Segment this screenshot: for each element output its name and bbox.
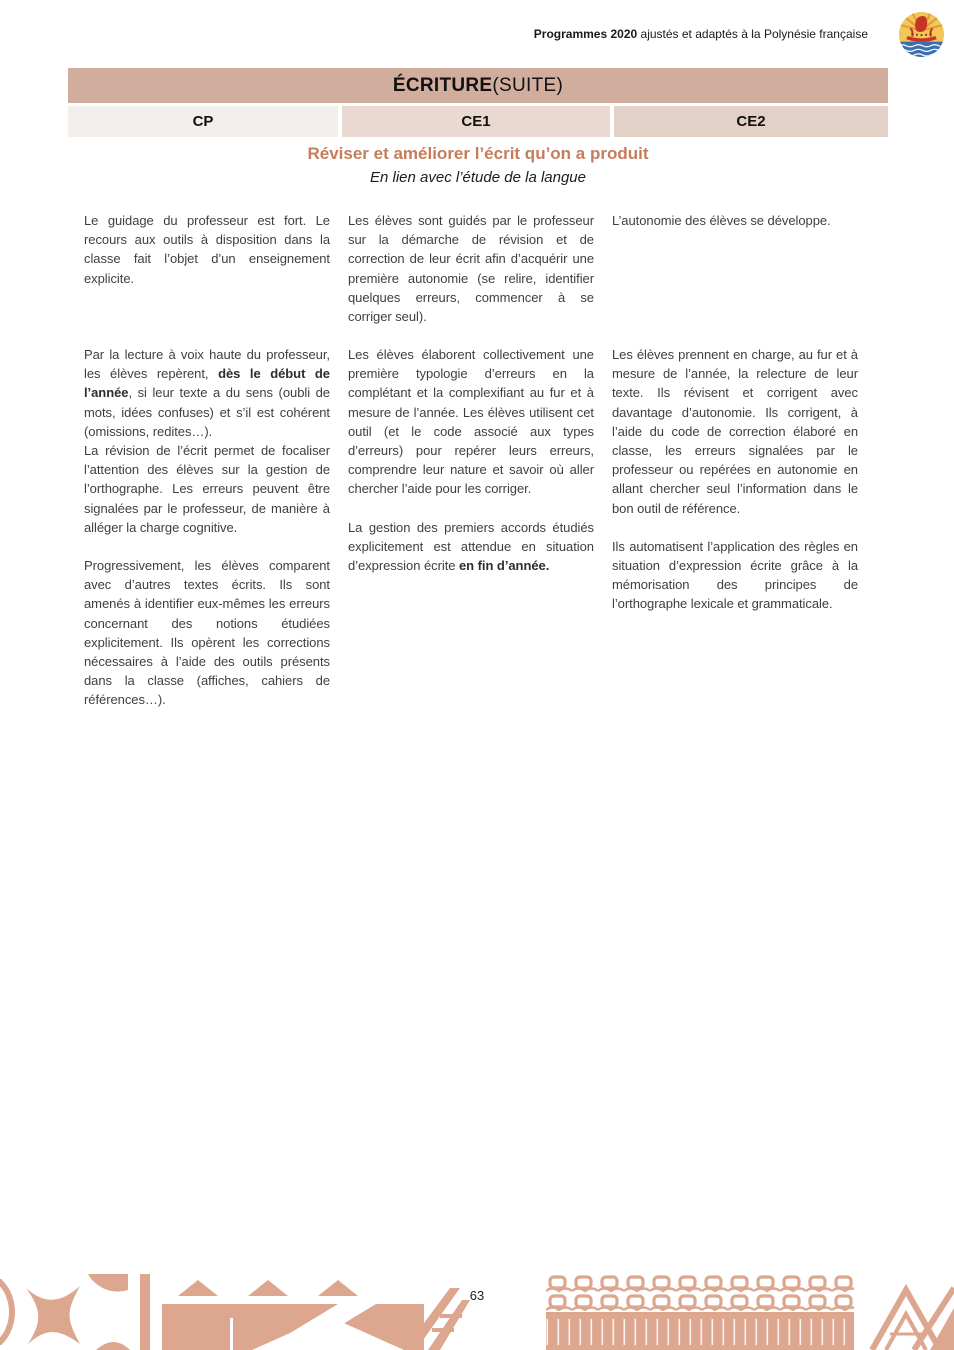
ce1-paragraph-3-pre: La gestion des premiers accords étudiés explicitement est attendue en situation d’expression écrite [348,519,594,574]
cp-paragraph-1: Le guidage du professeur est fort. Le recours aux outils à disposition dans la classe fait l’objet d’un enseignement explicite. [84,213,330,286]
ce2-paragraph-2: Les élèves prennent en charge, au fur et à mesure de l’année, la relecture de leur texte. Ils révisent et corrigent avec davantage d’autonomie. Ils corrigent, à l’aide du code de correction élaboré en classe, les erreurs signalées par le professeur ou repérées en autonomie en allant chercher seul l’information dans le bon outil de référence. [612,347,858,516]
ce1-paragraph-2: Les élèves élaborent collectivement une première typologie d’erreurs en la complétant et la complexifiant au fur et à mesure de l’année. Les élèves utilisent cet outil (et le code associé aux types d’erreurs) pour repérer leurs erreurs, comprendre leur nature et savoir où aller chercher l’aide pour les corriger. [348,347,594,497]
column-ce2-content [612,211,858,710]
cp-paragraph-2-pre: Par la lecture à voix haute du professeur, les élèves repèrent, [84,347,330,382]
footer-decoration [0,1274,954,1350]
section-subtitle: En lien avec l’étude de la langue [370,169,586,186]
column-header-ce1: CE1 [342,106,610,137]
ce1-paragraph-1: Les élèves sont guidés par le professeur sur la démarche de révision et de correction de leur écrit afin d’acquérir une première autonomie (se relire, identifier quelques erreurs, commencer à se corriger seul). [348,213,594,325]
ce1-paragraph-3 [348,518,594,576]
cp-paragraph-2 [84,345,330,441]
running-header [534,27,868,41]
column-header-row [68,106,888,137]
table-title-rest: (SUITE) [492,74,564,96]
table-body [84,211,858,710]
cp-paragraph-3: La révision de l’écrit permet de focaliser l’attention des élèves sur la gestion de l’orthographe. Les erreurs peuvent être signalées par le professeur, de manière à alléger la charge cognitive. [84,443,330,535]
ce2-paragraph-1-block [612,211,858,345]
table-title-banner [68,68,888,103]
column-header-cp: CP [68,106,338,137]
section-title: Réviser et améliorer l’écrit qu’on a produit [307,144,649,163]
ce2-paragraph-1: L’autonomie des élèves se développe. [612,213,831,228]
polynesia-emblem-logo [898,11,945,58]
table-title-bold: ÉCRITURE [392,74,493,96]
cp-paragraph-2-bold: dès le début de l’année [84,366,330,401]
cp-paragraph-1-block [84,211,330,345]
column-ce1-content [348,211,594,710]
cp-paragraph-4: Progressivement, les élèves comparent avec d’autres textes écrits. Ils sont amenés à identifier eux-mêmes les erreurs concernant des notions étudiées explicitement. Ils opèrent les corrections nécessaires à l’aide des outils présents dans la classe (affiches, cahiers de références…). [84,558,330,708]
running-header-bold: Programmes 2020 [533,27,638,41]
ce1-paragraph-3-bold: en fin d’année. [459,558,550,574]
ce1-paragraph-1-block [348,211,594,345]
cp-paragraph-2-post: , si leur texte a du sens (oubli de mots, idées confuses) et s’il est cohérent (omissions, redites…). [84,385,330,439]
tapa-pattern-ornament [0,1274,954,1350]
page-number: 63 [469,1288,485,1303]
running-header-rest: ajustés et adaptés à la Polynésie française [637,27,868,41]
ce2-paragraph-3: Ils automatisent l’application des règles en situation d’expression écrite grâce à la mémorisation des principes de l’orthographe lexicale et grammaticale. [612,538,858,612]
column-cp-content [84,211,330,710]
column-header-ce2: CE2 [614,106,888,137]
